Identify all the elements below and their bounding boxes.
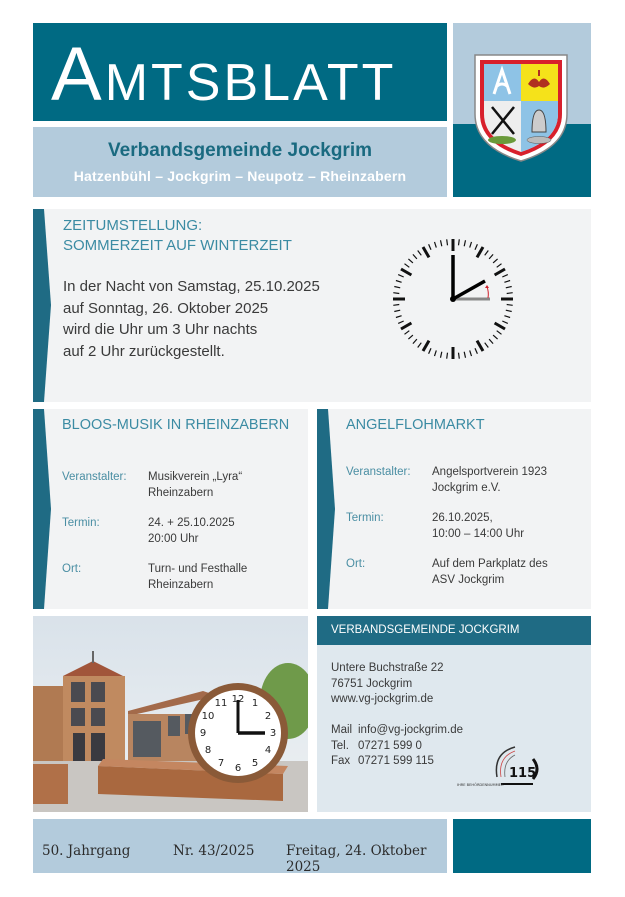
svg-text:11: 11 [214, 698, 228, 709]
svg-text:IHRE BEHÖRDENNUMMER: IHRE BEHÖRDENNUMMER [457, 783, 504, 787]
mail-label: Mail [331, 724, 353, 736]
svg-text:2: 2 [264, 711, 272, 722]
contact-panel [317, 645, 591, 812]
feature-title-line1: ZEITUMSTELLUNG: [63, 217, 203, 234]
event-date [62, 516, 235, 547]
contact-heading: VERBANDSGEMEINDE JOCKGRIM [317, 616, 591, 645]
issue-number: Nr. 43/2025 [173, 843, 255, 859]
mail-link[interactable]: info@vg-jockgrim.de [358, 724, 463, 736]
svg-text:6: 6 [234, 763, 242, 774]
contact-city: 76751 Jockgrim [331, 677, 413, 690]
contact-tel [331, 739, 422, 755]
issue-date: Freitag, 24. Oktober 2025 [286, 843, 427, 875]
event-value [148, 470, 242, 501]
contact-website-link[interactable]: www.vg-jockgrim.de [331, 693, 434, 705]
event-label: Termin: [62, 517, 100, 529]
event-value-line: Angelsportverein 1923 [432, 466, 548, 478]
svg-text:8: 8 [204, 745, 212, 756]
event-title: ANGELFLOHMARKT [346, 417, 485, 433]
town-hall-clock-image [33, 616, 308, 812]
event-title: BLOOS-MUSIK IN RHEINZABERN [62, 417, 290, 433]
svg-text:7: 7 [217, 758, 225, 769]
event-label: Veranstalter: [62, 471, 127, 483]
feature-text [63, 276, 320, 362]
event-value-line: Jockgrim e.V. [432, 481, 501, 494]
footer-accent [453, 819, 591, 873]
event-date [346, 511, 524, 542]
event-label: Termin: [346, 512, 384, 524]
footer-band [33, 819, 447, 873]
event-organizer [62, 470, 242, 501]
svg-text:1: 1 [251, 698, 259, 709]
tel-value: 07271 599 0 [358, 739, 422, 752]
municipalities: Hatzenbühl – Jockgrim – Neupotz – Rheinzabern [73, 168, 407, 184]
event-value [148, 516, 235, 547]
contact-street: Untere Buchstraße 22 [331, 662, 444, 674]
event-value-line: Musikverein „Lyra“ [148, 471, 243, 483]
feature-title [63, 216, 292, 256]
svg-text:12: 12 [231, 694, 245, 705]
feature-text-line: In der Nacht von Samstag, 25.10.2025 [63, 278, 320, 295]
arrow-marker-icon [33, 209, 53, 402]
event-label: Veranstalter: [346, 466, 411, 478]
event-card [33, 409, 308, 609]
feature-text-line: auf 2 Uhr zurückgestellt. [63, 342, 225, 360]
svg-text:5: 5 [251, 758, 259, 769]
event-value [432, 511, 524, 542]
event-location [62, 562, 247, 593]
svg-text:9: 9 [199, 728, 207, 739]
event-value-line: 10:00 – 14:00 Uhr [432, 527, 525, 540]
event-value-line: ASV Jockgrim [432, 573, 505, 586]
event-value-line: 20:00 Uhr [148, 532, 199, 545]
feature-title-line2: SOMMERZEIT AUF WINTERZEIT [63, 237, 292, 254]
contact-mail [331, 723, 463, 739]
event-label: Ort: [62, 563, 82, 575]
event-value-line: Auf dem Parkplatz des [432, 558, 548, 570]
event-card [317, 409, 591, 609]
event-location [346, 557, 548, 588]
event-value-line: Rheinzabern [148, 486, 214, 499]
masthead-subtitle-band [33, 127, 447, 197]
tel-label: Tel. [331, 739, 349, 752]
arrow-marker-icon [33, 409, 53, 609]
event-value-line: 24. + 25.10.2025 [148, 517, 235, 529]
arrow-marker-icon [317, 409, 337, 609]
event-label: Ort: [346, 558, 366, 570]
event-value [432, 465, 547, 496]
masthead-banner [33, 23, 447, 121]
event-organizer [346, 465, 547, 496]
event-value [148, 562, 247, 593]
event-value-line: Turn- und Festhalle [148, 563, 248, 575]
contact-fax [331, 754, 434, 770]
svg-text:115: 115 [509, 766, 537, 781]
svg-text:3: 3 [269, 728, 277, 739]
fax-value: 07271 599 115 [358, 755, 434, 767]
event-value-line: Rheinzabern [148, 578, 214, 591]
logo-115-icon [457, 741, 547, 791]
org-name: Verbandsgemeinde Jockgrim [108, 140, 372, 161]
svg-text:10: 10 [201, 711, 215, 722]
coat-of-arms-icon [472, 52, 570, 164]
clock-icon [383, 229, 523, 369]
volume: 50. Jahrgang [42, 843, 131, 859]
title-initial: A [51, 32, 105, 117]
feature-text-line: auf Sonntag, 26. Oktober 2025 [63, 299, 269, 317]
fax-label: Fax [331, 755, 351, 767]
title-rest: MTSBLATT [104, 54, 397, 112]
town-hall-photo [33, 616, 308, 812]
masthead-title [51, 32, 397, 123]
event-value-line: 26.10.2025, [432, 512, 493, 524]
feature-text-line: wird die Uhr um 3 Uhr nachts [63, 321, 258, 338]
svg-text:4: 4 [264, 745, 272, 756]
event-value [432, 557, 548, 588]
feature-time-change [33, 209, 591, 402]
